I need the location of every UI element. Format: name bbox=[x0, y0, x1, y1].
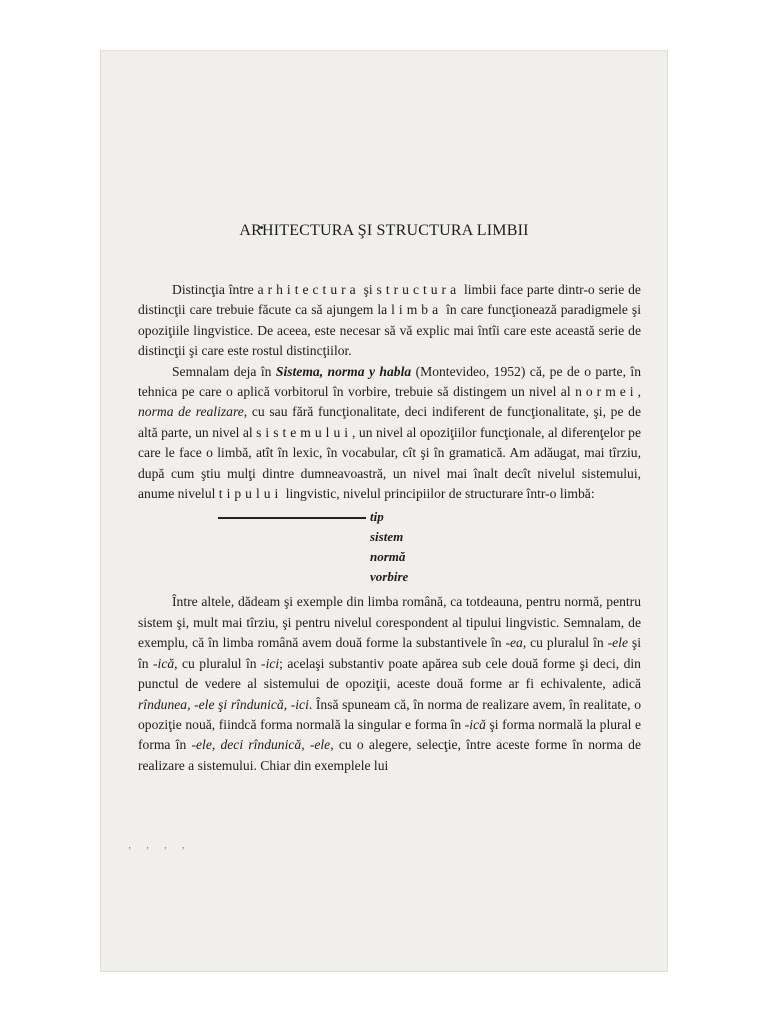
text-run: , cu pluralul în bbox=[174, 655, 262, 671]
text-run: şi forma normală la plural e forma în bbox=[138, 716, 641, 753]
text-run: . Însă spuneam că, în norma de realizare avem, în realitate, o opoziţie nouă, fiindcă forma normală la singular e forma în bbox=[138, 696, 642, 732]
spaced-term: normei bbox=[575, 384, 638, 400]
levels-diagram bbox=[138, 507, 641, 589]
italic-term: -ea bbox=[505, 635, 523, 651]
page-body bbox=[138, 280, 641, 776]
italic-term: rîndunea, -ele şi rîndunică, -ici bbox=[138, 696, 309, 712]
paragraph-3 bbox=[138, 592, 641, 776]
book-page bbox=[100, 50, 668, 972]
paragraph-1 bbox=[138, 280, 641, 362]
text-run: , un nivel al opoziţiilor funcţionale, al diferenţelor pe care le face o limbă, atît în lexic, în vocabular, cît şi în gramatică. Am adăugat, mai tîrziu, după cum ştiu mulţi dintre dumneavoastră, un nivel mai înalt decît nivelul sistemului, anume nivelul bbox=[138, 424, 642, 502]
handwritten-line bbox=[218, 517, 366, 519]
text-run: şi în bbox=[138, 635, 641, 671]
level-label: sistem bbox=[370, 529, 404, 545]
text-run: , cu o alegere, selecţie, între aceste forme în norma de realizare a sistemului. Chiar din exemplele lui bbox=[138, 737, 641, 773]
spaced-term: limba bbox=[391, 302, 443, 318]
text-run: ; acelaşi substantiv poate apărea sub cele două forme şi deci, din punctul de vedere al sistemului de opoziţii, aceste două forme ar fi echivalente, adică bbox=[138, 655, 641, 692]
italic-term: -ică bbox=[464, 716, 486, 732]
spaced-term: arhitectura bbox=[257, 282, 360, 297]
text-run: (Montevideo, 1952) că, pe de o parte, în tehnica pe care o aplică vorbitorul în vorbire, trebuie să distingem un nivel al bbox=[138, 363, 641, 400]
footer-marks: ʼ ʼ ʼ ʼ bbox=[128, 846, 191, 857]
level-label: vorbire bbox=[370, 569, 409, 585]
text-run: , cu sau fără funcţionalitate, deci indiferent de funcţionalitate, şi, pe de altă parte, un nivel al bbox=[138, 404, 642, 440]
italic-term: -ică bbox=[153, 655, 175, 671]
spaced-term: sistemului bbox=[256, 424, 353, 440]
spaced-term: tipului bbox=[218, 486, 283, 502]
page-title: ARHITECTURA ŞI STRUCTURA LIMBII bbox=[239, 222, 529, 239]
text-run: limbii face parte dintr-o serie de distincţii care trebuie făcute ca să ajungem la bbox=[138, 282, 641, 318]
paragraph-2 bbox=[138, 362, 641, 505]
level-label: normă bbox=[370, 549, 406, 565]
text-run: Distincţia între bbox=[172, 282, 258, 297]
italic-term: norma de realizare bbox=[138, 404, 244, 420]
text-run: şi bbox=[359, 282, 377, 297]
text-run: Semnalam deja în bbox=[172, 363, 276, 379]
text-run: lingvistic, nivelul principiilor de structurare într-o limbă: bbox=[282, 486, 595, 502]
italic-term: -ele bbox=[607, 635, 628, 651]
italic-term: -ici bbox=[261, 655, 280, 671]
text-run: , cu pluralul în bbox=[522, 635, 608, 651]
book-title: Sistema, norma y habla bbox=[275, 363, 412, 379]
level-label: tip bbox=[370, 509, 384, 525]
text-run: în care funcţionează paradigmele şi opoziţiile lingvistice. De aceea, este necesar să vă explic mai întîi care este această serie de distincţii şi care este rostul distincţiilor. bbox=[138, 302, 641, 359]
text-run: , bbox=[637, 384, 641, 400]
italic-term: -ele, deci rîndunică, -ele bbox=[191, 737, 331, 753]
text-run: Între altele, dădeam şi exemple din limba română, ca totdeauna, pentru normă, pentru sistem şi, mult mai tîrziu, şi pentru nivelul corespondent al tipului lingvistic. Semnalam, de exemplu, că în limba română avem două forme la substantivele în bbox=[138, 594, 641, 651]
spaced-term: structura bbox=[376, 282, 461, 297]
